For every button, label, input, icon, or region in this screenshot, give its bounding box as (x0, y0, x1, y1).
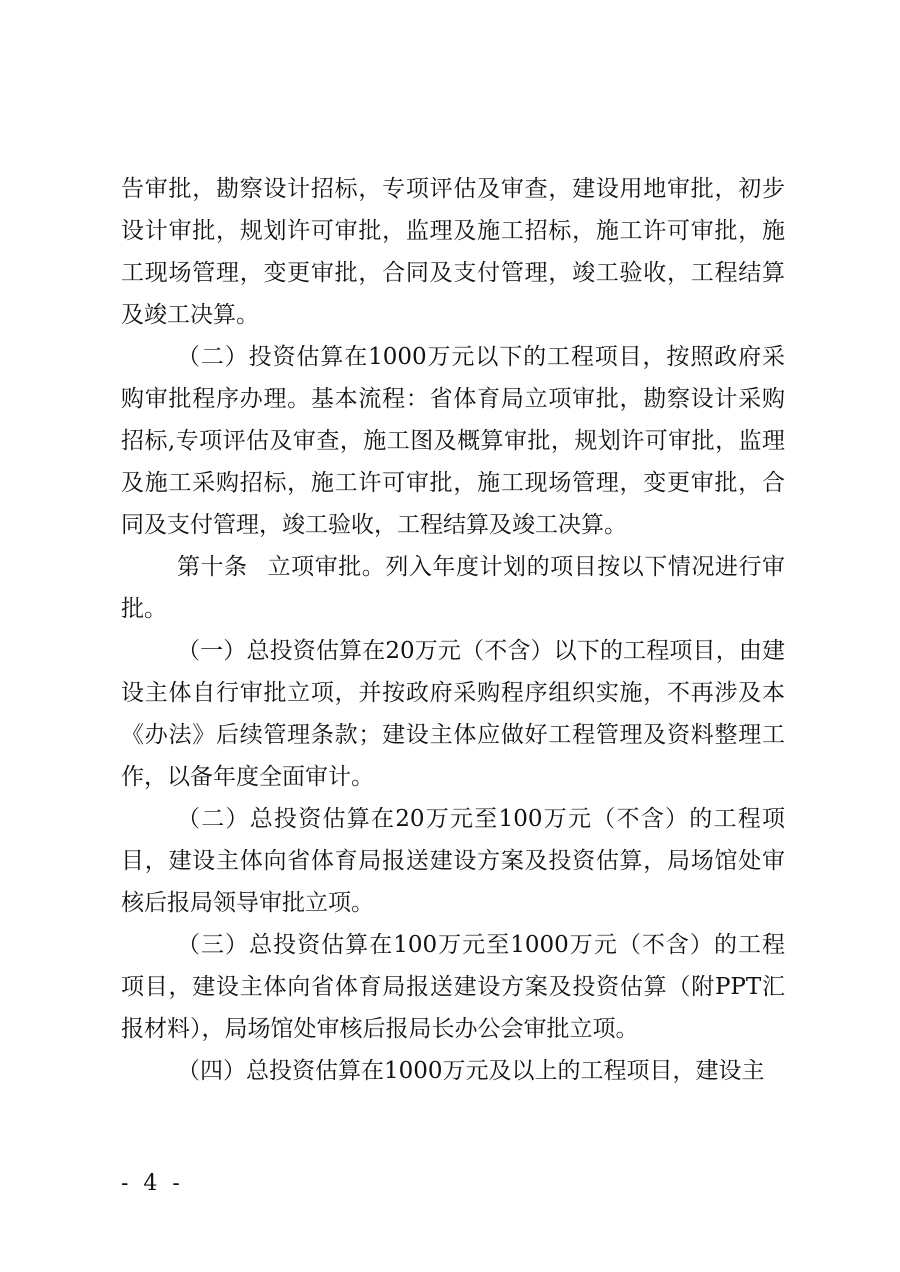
paragraph-continuation: 告审批，勘察设计招标，专项评估及审查，建设用地审批，初步设计审批，规划许可审批，监理及施工招标，施工许可审批，施工现场管理，变更审批，合同及支付管理，竣工验收，工程结算及竣工决算。 (121, 176, 785, 328)
body-text (121, 168, 785, 1092)
article-text: 立项审批。列入年度计划的项目按以下情况进行审批。 (121, 554, 785, 622)
paragraph-item-2: （二）总投资估算在20万元至100万元（不含）的工程项目，建设主体向省体育局报送建设方案及投资估算，局场馆处审核后报局领导审批立项。 (121, 806, 785, 916)
article-number: 第十条 (177, 554, 248, 580)
paragraph-item-4: （四）总投资估算在1000万元及以上的工程项目，建设主 (177, 1058, 765, 1084)
paragraph-clause-2: （二）投资估算在1000万元以下的工程项目，按照政府采购审批程序办理。基本流程：省体育局立项审批，勘察设计采购招标,专项评估及审查，施工图及概算审批，规划许可审批，监理及施工采购招标，施工许可审批，施工现场管理，变更审批，合同及支付管理，竣工验收，工程结算及竣工决算。 (121, 344, 785, 538)
paragraph-article-10 (121, 546, 785, 630)
paragraph-item-3: （三）总投资估算在100万元至1000万元（不含）的工程项目，建设主体向省体育局报送建设方案及投资估算（附PPT汇报材料），局场馆处审核后报局长办公会审批立项。 (121, 932, 785, 1042)
page-number: - 4 - (121, 1171, 184, 1196)
paragraph-item-1: （一）总投资估算在20万元（不含）以下的工程项目，由建设主体自行审批立项，并按政府采购程序组织实施，不再涉及本《办法》后续管理条款；建设主体应做好工程管理及资料整理工作，以备年度全面审计。 (121, 638, 785, 790)
